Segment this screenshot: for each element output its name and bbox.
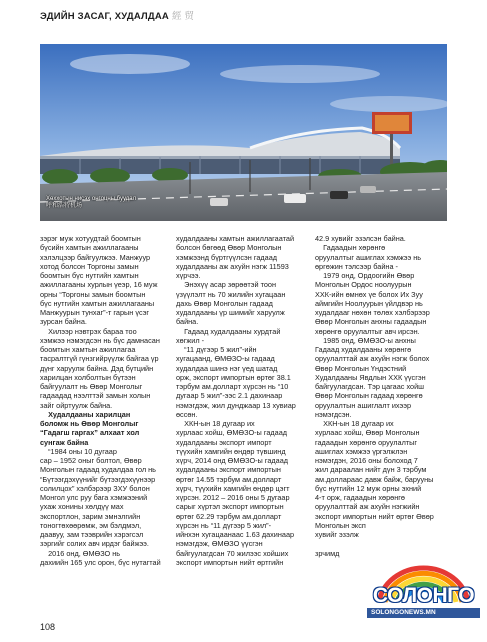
text-line: дахиийн 165 улс орон, бүс нутагтай (40, 557, 161, 567)
text-line: ашиглах хэмжээ үргэлжлэн (315, 446, 408, 456)
text-line: зайг ойртуулж байна. (40, 400, 113, 410)
text-line: Гадаад худалдааны хөрөнгө (315, 345, 412, 354)
text-line: Өвөр Монголын анхны гадаадын (315, 317, 427, 327)
text-line: боломж нь Өвөр Монголыг (40, 419, 139, 428)
text-line: бүсийн хамтын ажиллагааны (40, 243, 139, 253)
text-line: зэрэг муж хотуудтай боомтын (40, 234, 141, 243)
text-line: “11 дүгээр 5 жил”-ийн (176, 345, 257, 354)
text-line: тоногтөхөөрөмж, эм бэлдмэл, (40, 520, 142, 530)
text-line: ухаж хонины хөлдүү мах (40, 502, 124, 512)
airport-photo (40, 44, 447, 221)
text-line: дүнг харуулж байна. Дэд бүтцийн (40, 363, 154, 373)
text-line: сунгаж байна (40, 437, 89, 447)
text-line: оруулалтын ашиглалт ихээр (315, 400, 412, 410)
text-line: худалдааны экспорт импорт (176, 437, 272, 447)
text-line: оруулалтыг ашиглах хэмжээ нь (315, 252, 422, 262)
text-line: Худалдааны харилцан (40, 409, 131, 419)
text-line: нэмэгдэж, жил дунджаар 13 хувиар (176, 400, 296, 410)
text-line: худалдаа шинэ нэг үед шатад (176, 363, 278, 373)
text-line: байгуулалт нь Өвөр Монголыг (40, 382, 143, 391)
text-line: хүрчээ. (176, 271, 201, 280)
text-line: 2016 онд, ӨМӨЗО нь (40, 548, 121, 558)
photo-caption (46, 196, 136, 210)
text-line: хөрөнгө оруулалтыг авч ирсэн. (315, 326, 420, 336)
text-line: солилцох” хэлбэрээр ЗХУ болон (40, 483, 150, 493)
text-line: гадаадад нээлттэй замын холын (40, 391, 151, 401)
text-line: харилцан холболтын бүтээн (40, 372, 136, 382)
text-line: ХКН-ын 18 дугаар их (315, 419, 394, 428)
text-line: Худалдааны Явдлын ХХК үүсгэн (315, 372, 426, 382)
text-line: байгуулагдсан. Тэр цагаас хойш (315, 382, 424, 391)
text-line: хурлаас хойш, ӨМӨЗО-ы гадаад (176, 428, 288, 438)
text-column-left (40, 234, 161, 567)
text-line: хотод болсон Торгоны замын (40, 261, 139, 271)
text-line: өргөжин тэлсээр байна - (315, 261, 398, 271)
text-line: Хилээр нэвтрэх бараа тоо (40, 326, 137, 336)
text-line: худалдааны аж ахуйн нэгж 11593 (176, 261, 289, 271)
airport-photo-graphic (40, 44, 447, 221)
text-line: сарыг хүртэл экспорт импортын (176, 502, 284, 512)
text-line: худалдааны үр шимийг харуулж (176, 308, 285, 317)
text-line: 1985 онд, ӨМӨЗО-ы анхны (315, 335, 416, 345)
text-line: сар – 1952 оныг болтол, Өвөр (40, 456, 142, 465)
text-line: хүрч, түүхийн хамгийн өндөр цэгт (176, 483, 290, 493)
text-line: хэмжээ нэмэгдсэн нь бүс дамнасан (40, 335, 160, 345)
text-line: даавуу, зам тээврийн хэрэгсэл (40, 530, 144, 539)
text-line: Монголын Ордос ноолуурын (315, 280, 412, 290)
text-line: бүс нутгийн 12 муж орны эхний (315, 483, 422, 493)
text-line: боомтын бүс нутгийн хамтын (40, 271, 139, 280)
text-line: жил дараалан нийт дүн 3 тэрбум (315, 465, 427, 475)
text-line: Манжуурын тунхаг”-т гарын үсэг (40, 308, 150, 317)
text-line: хувийг эзэлж (315, 530, 359, 539)
text-line: Өвөр Монголын Үндэстний (315, 363, 407, 373)
text-line: хэлэлцээр байгуулжээ. Манжуур (40, 252, 151, 262)
text-line: гадаадын хөрөнгө оруулалтыг (315, 437, 418, 447)
text-column-right (315, 234, 434, 558)
text-line: 1979 онд, Ордоогийн Өвөр (315, 271, 415, 280)
text-line: бүс нутгийн хамтын ажиллагааны (40, 298, 155, 308)
text-line: дахь Өвөр Монголын гадаад (176, 298, 273, 308)
text-line: зрчимд (315, 548, 340, 558)
text-line: хөгжил - (176, 335, 205, 345)
watermark-name: СОЛОНГО (372, 584, 475, 607)
photo-caption-line2: 呼和浩特机场 (46, 203, 83, 209)
page-number: 108 (40, 622, 56, 632)
text-line: орны “Торгоны замын боомтын (40, 289, 146, 299)
text-column-middle (176, 234, 296, 567)
text-line: ажиллагааны хурлын үеэр, 16 муж (40, 280, 158, 290)
text-line: “1984 оны 10 дугаар (40, 446, 117, 456)
text-line (315, 539, 434, 548)
solongo-watermark (367, 556, 480, 634)
text-line: “Гадагш гаргах” алхаат хол (40, 428, 140, 438)
text-line: ам.долларааc давж байж, барууны (315, 474, 434, 484)
text-line: Өвөр Монголын гадаад хөрөнгө (315, 391, 423, 401)
text-line: нэмэгдсэн. (315, 409, 352, 419)
page-header (40, 8, 194, 22)
text-line: 42.9 хувийг эзэлсэн байна. (315, 234, 406, 243)
photo-caption-line1: Хөххотын нисэх онгоцны буудал (46, 196, 137, 202)
text-line: хүрсэн нь “11 дүгээр 5 жил”- (176, 520, 272, 530)
watermark-url: SOLONGONEWS.MN (371, 609, 436, 616)
text-line: Энэхүү асар зөрөөтэй тоон (176, 280, 277, 290)
text-line: өртөг 62.29 тэрбум ам.доллapт (176, 511, 282, 521)
text-line: оруулалттай аж ахуйн нэгжийн (315, 502, 420, 512)
text-line: хүрсэн. 2012 – 2016 оны 5 дугаар (176, 493, 290, 502)
text-line: аймгийн Ноолуурын үйлдвэр нь (315, 298, 423, 308)
text-line: худалдааг нөхөн төлөх хэлбэрээр (315, 308, 430, 317)
text-line: нэмэгдэж, ӨМӨЗО үүсгэн (176, 539, 263, 549)
text-line: экспорт импортын нийт өртөг Өвөр (315, 511, 434, 521)
text-line: орж, экспорт импортын өртөг 38.1 (176, 372, 291, 382)
text-line: хугацаанд, ӨМӨЗО-ы гадаад (176, 354, 275, 364)
text-line: зурсан байна. (40, 317, 87, 327)
text-line: Гадаад худалдааны хурдтай (176, 326, 281, 336)
header-title: ЭДИЙН ЗАСАГ, ХУДАЛДАА (40, 11, 169, 22)
text-line: 4-т орж, гадаадын хөрөнгө (315, 493, 405, 502)
text-line: ХКН-ын 18 дугаар их (176, 419, 255, 428)
text-line: “Бүтээгдэхүүнийг бүтээгдэхүүнээр (40, 474, 156, 484)
text-line: тасралтгүй гүнзгийрүүлж байгаа үр (40, 354, 159, 364)
text-line: дугаар 5 жил”-ээс 2.1 дахинаар (176, 391, 283, 401)
text-line: боомтын хамтын ажиллагаа (40, 345, 136, 354)
text-line: хурлаас хойш, Өвөр Монголын (315, 428, 420, 438)
text-line: байгуулагдсан 70 жилээс хойших (176, 548, 289, 558)
text-line: түүхийн хамгийн өндөр түвшинд (176, 446, 286, 456)
text-line: нэмэгдэн, 2016 оны болоход 7 (315, 456, 418, 465)
text-line: Монголын гадаад худалдаа гол нь (40, 465, 156, 475)
text-line: экспорт импортын нийт өртгийн (176, 557, 284, 567)
text-line: болсон бөгөөд Өвөр Монголын (176, 243, 282, 253)
text-line: ХХК-ийн өмнөх үе болох Их Зуу (315, 289, 423, 299)
text-line: Монгол улс руу бага хэмжээний (40, 493, 148, 502)
text-line: ийнхэн хугацаанаас 1.63 дахинаар (176, 530, 295, 539)
text-line: өссөн. (176, 409, 198, 419)
text-line: худалдааны хамтын ажиллагаатай (176, 234, 295, 243)
text-line: экспортлон, зарим эмнэлгийн (40, 511, 141, 521)
text-line: хэмжээнд бүртгүүлсэн гадаад (176, 252, 278, 262)
text-line: тэрбум ам.доллapт хүрсэн нь “10 (176, 382, 289, 391)
text-line: оруулалттай аж ахуйн нэгж болох (315, 354, 430, 364)
text-line: хүрч, 2014 онд ӨМӨЗО-ы гадаад (176, 456, 289, 465)
text-line: Монголын эксп (315, 520, 366, 530)
text-line: үзүүлэлт нь 70 жилийн хугацаан (176, 289, 286, 299)
text-line: өртөг 14.55 тэрбум ам.доллapт (176, 474, 282, 484)
text-line: зэргийг солих авч ирдэг байжээ. (40, 539, 149, 549)
text-line: худалдааны экспорт импортын (176, 465, 281, 475)
text-line: Гадаадын хөрөнгө (315, 243, 386, 253)
text-line: байна. (176, 317, 199, 327)
header-subtitle: 經 贸 (171, 11, 195, 22)
